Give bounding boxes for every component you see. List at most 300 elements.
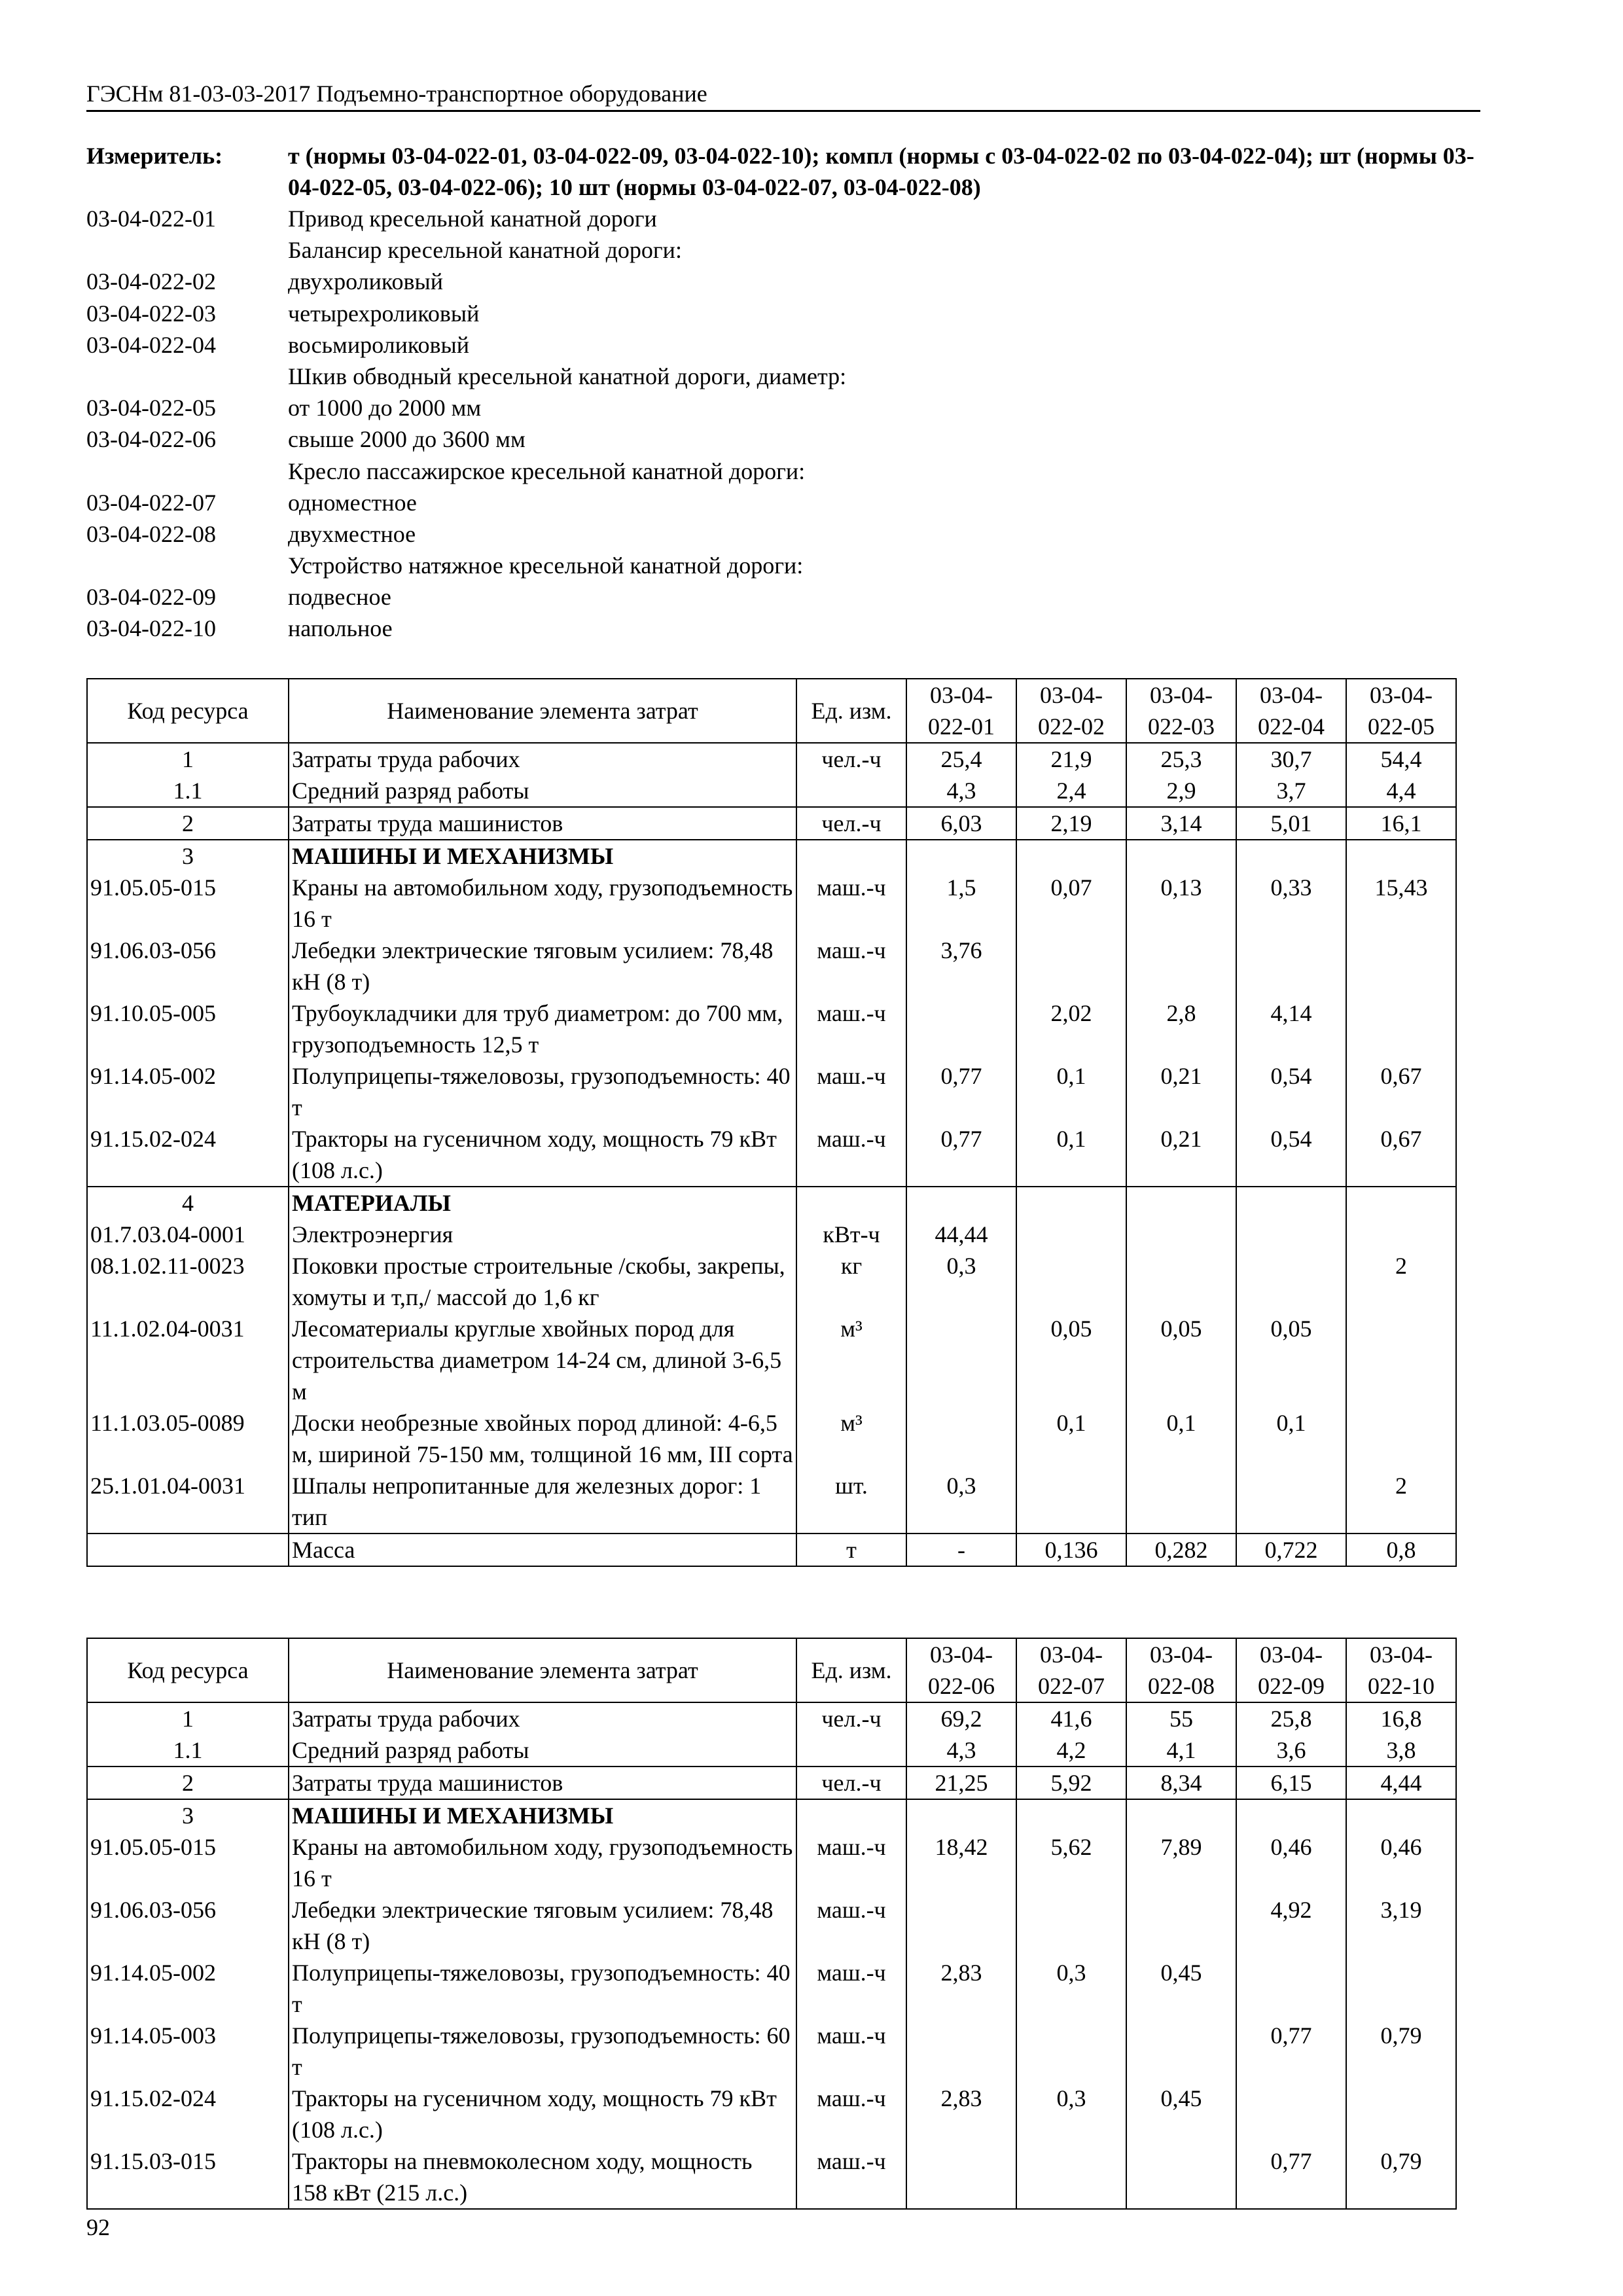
value-cell: 18,42 [906,1831,1016,1894]
resource-code [87,1534,289,1566]
header-norm-code: 03-04-022-04 [1236,679,1346,743]
value-cell: 0,3 [1016,1957,1126,2020]
unit-cell: кВт-ч [796,1219,906,1250]
norm-code: 03-04-022-04 [86,331,216,358]
cost-element-name: Затраты труда рабочих [289,1702,796,1734]
norm-name: одноместное [288,489,417,516]
value-cell: 0,46 [1346,1831,1456,1894]
table-row [87,2083,1456,2145]
header-norm-code: 03-04-022-08 [1126,1638,1236,1702]
value-cell: 0,67 [1346,1123,1456,1187]
norm-code [86,550,288,581]
value-cell [906,840,1016,872]
value-cell [1236,1799,1346,1831]
header-name: Наименование элемента затрат [289,679,796,743]
value-cell [906,997,1016,1060]
cost-element-name: Затраты труда машинистов [289,807,796,840]
value-cell: 0,77 [906,1060,1016,1123]
value-cell [906,1187,1016,1219]
unit-cell: чел.-ч [796,1767,906,1799]
unit-cell: маш.-ч [796,2020,906,2083]
norm-name: двухместное [288,520,416,547]
norm-name: подвесное [288,584,391,611]
value-cell: 0,136 [1016,1534,1126,1566]
resource-code: 91.10.05-005 [87,997,289,1060]
value-cell: 4,14 [1236,997,1346,1060]
value-cell [1346,997,1456,1060]
cost-element-name: Лебедки электрические тяговым усилием: 78,48 кН (8 т) [289,935,796,997]
value-cell: 2 [1346,1250,1456,1313]
table-row [87,935,1456,997]
cost-element-name: Затраты труда рабочих [289,743,796,775]
value-cell: 0,54 [1236,1123,1346,1187]
value-cell: 0,21 [1126,1123,1236,1187]
value-cell: 15,43 [1346,872,1456,935]
value-cell [906,1894,1016,1957]
norm-list-item [86,298,1480,329]
value-cell [1126,1470,1236,1534]
value-cell: 0,8 [1346,1534,1456,1566]
value-cell: 3,76 [906,935,1016,997]
cost-element-name: Доски необрезные хвойных пород длиной: 4-6,5 м, шириной 75-150 мм, толщиной 16 мм, III сорта [289,1407,796,1470]
value-cell: 0,33 [1236,872,1346,935]
value-cell: 4,1 [1126,1734,1236,1767]
value-cell: 2,19 [1016,807,1126,840]
unit-cell: маш.-ч [796,1831,906,1894]
table-row [87,1313,1456,1407]
measure-block [86,140,1480,203]
table-row [87,1831,1456,1894]
unit-cell: м³ [796,1313,906,1407]
unit-cell [796,840,906,872]
value-cell [1126,1187,1236,1219]
value-cell [906,1313,1016,1407]
norm-list-item [86,487,1480,518]
unit-cell: маш.-ч [796,1894,906,1957]
resource-code: 91.14.05-002 [87,1957,289,2020]
unit-cell: маш.-ч [796,2083,906,2145]
unit-cell: маш.-ч [796,2145,906,2209]
unit-cell [796,1799,906,1831]
norm-name: Шкив обводный кресельной канатной дороги, диаметр: [288,363,847,389]
value-cell [1236,935,1346,997]
value-cell: 0,21 [1126,1060,1236,1123]
cost-element-name: Масса [289,1534,796,1566]
value-cell: 4,2 [1016,1734,1126,1767]
value-cell: 0,282 [1126,1534,1236,1566]
norm-name: четырехроликовый [288,300,480,327]
resource-code: 01.7.03.04-0001 [87,1219,289,1250]
norm-list-item [86,423,1480,455]
value-cell: 2,02 [1016,997,1126,1060]
value-cell [1126,1894,1236,1957]
section-row [87,840,1456,872]
unit-cell: м³ [796,1407,906,1470]
table-row [87,775,1456,807]
resource-table-2 [86,1638,1457,2210]
cost-element-name: Тракторы на пневмоколесном ходу, мощность 158 кВт (215 л.с.) [289,2145,796,2209]
norm-name: восьмироликовый [288,331,469,358]
value-cell: 8,34 [1126,1767,1236,1799]
norm-code [86,361,288,392]
value-cell [1346,1407,1456,1470]
measure-text: т (нормы 03-04-022-01, 03-04-022-09, 03-04-022-10); компл (нормы с 03-04-022-02 по 03-04-022-04); шт (нормы 03-04-022-05, 03-04-022-06); 10 шт (нормы 03-04-022-07, 03-04-022-08) [288,143,1474,200]
table-row [87,1060,1456,1123]
table-row [87,1702,1456,1734]
header-norm-code: 03-04-022-01 [906,679,1016,743]
resource-code: 2 [87,807,289,840]
value-cell: 21,9 [1016,743,1126,775]
value-cell: 3,7 [1236,775,1346,807]
value-cell [1236,2083,1346,2145]
value-cell: 2,83 [906,1957,1016,2020]
value-cell [1126,1219,1236,1250]
header-code: Код ресурса [87,1638,289,1702]
resource-code: 91.06.03-056 [87,1894,289,1957]
table-row [87,1219,1456,1250]
table-header-row [87,679,1456,743]
value-cell [1126,1250,1236,1313]
resource-code: 2 [87,1767,289,1799]
value-cell [1016,1894,1126,1957]
norm-list-item [86,456,1480,487]
value-cell: 2,9 [1126,775,1236,807]
value-cell: 6,03 [906,807,1016,840]
value-cell: 1,5 [906,872,1016,935]
value-cell: 3,14 [1126,807,1236,840]
norm-code: 03-04-022-02 [86,268,216,295]
value-cell: 16,8 [1346,1702,1456,1734]
cost-element-name: МАШИНЫ И МЕХАНИЗМЫ [289,1799,796,1831]
measure-label: Измеритель: [86,143,223,169]
value-cell [1346,1219,1456,1250]
value-cell: 0,1 [1126,1407,1236,1470]
unit-cell: кг [796,1250,906,1313]
value-cell: 0,3 [1016,2083,1126,2145]
cost-element-name: МАШИНЫ И МЕХАНИЗМЫ [289,840,796,872]
value-cell: 0,77 [1236,2020,1346,2083]
value-cell [1236,1187,1346,1219]
norm-list-item [86,266,1480,297]
resource-code: 3 [87,840,289,872]
value-cell: 2,8 [1126,997,1236,1060]
norm-name: Привод кресельной канатной дороги [288,206,657,232]
value-cell: 0,05 [1016,1313,1126,1407]
norm-name: свыше 2000 до 3600 мм [288,426,526,453]
cost-element-name: Лесоматериалы круглые хвойных пород для строительства диаметром 14-24 см, длиной 3-6,5 м [289,1313,796,1407]
cost-element-name: Тракторы на гусеничном ходу, мощность 79 кВт (108 л.с.) [289,2083,796,2145]
value-cell [1346,1313,1456,1407]
resource-code: 91.15.03-015 [87,2145,289,2209]
resource-code: 08.1.02.11-0023 [87,1250,289,1313]
resource-code: 91.15.02-024 [87,2083,289,2145]
value-cell: 55 [1126,1702,1236,1734]
value-cell: 2 [1346,1470,1456,1534]
value-cell: 25,8 [1236,1702,1346,1734]
header-norm-code: 03-04-022-09 [1236,1638,1346,1702]
value-cell [1346,2083,1456,2145]
value-cell [1236,1957,1346,2020]
cost-element-name: Лебедки электрические тяговым усилием: 78,48 кН (8 т) [289,1894,796,1957]
value-cell [1346,935,1456,997]
unit-cell: шт. [796,1470,906,1534]
value-cell [1016,2145,1126,2209]
norm-list-item [86,550,1480,581]
norm-list-item [86,361,1480,392]
value-cell: 0,1 [1236,1407,1346,1470]
table-row [87,872,1456,935]
norm-name: Кресло пассажирское кресельной канатной дороги: [288,457,806,484]
resource-code: 25.1.01.04-0031 [87,1470,289,1534]
value-cell: 30,7 [1236,743,1346,775]
norm-name: двухроликовый [288,268,443,295]
value-cell: 0,79 [1346,2145,1456,2209]
value-cell: 41,6 [1016,1702,1126,1734]
norm-list-item [86,581,1480,613]
value-cell: 25,4 [906,743,1016,775]
unit-cell: чел.-ч [796,743,906,775]
unit-cell: чел.-ч [796,1702,906,1734]
cost-element-name: Трубоукладчики для труб диаметром: до 700 мм, грузоподъемность 12,5 т [289,997,796,1060]
table-row [87,2145,1456,2209]
cost-element-name: Электроэнергия [289,1219,796,1250]
value-cell: 0,46 [1236,1831,1346,1894]
value-cell: 4,92 [1236,1894,1346,1957]
value-cell: 2,83 [906,2083,1016,2145]
value-cell [1016,1799,1126,1831]
value-cell: 16,1 [1346,807,1456,840]
section-row [87,1187,1456,1219]
cost-element-name: Средний разряд работы [289,1734,796,1767]
resource-code: 1.1 [87,1734,289,1767]
norm-list-item [86,392,1480,423]
value-cell: 6,15 [1236,1767,1346,1799]
header-norm-code: 03-04-022-07 [1016,1638,1126,1702]
table-row [87,1407,1456,1470]
value-cell: 0,1 [1016,1123,1126,1187]
value-cell: 44,44 [906,1219,1016,1250]
value-cell [1126,2020,1236,2083]
cost-element-name: Полуприцепы-тяжеловозы, грузоподъемность: 40 т [289,1060,796,1123]
value-cell: 0,13 [1126,872,1236,935]
unit-cell: маш.-ч [796,1957,906,2020]
value-cell [1236,1219,1346,1250]
value-cell [1346,1799,1456,1831]
value-cell [1016,1250,1126,1313]
cost-element-name: Шпалы непропитанные для железных дорог: 1 тип [289,1470,796,1534]
norm-code [86,234,288,266]
cost-element-name: Тракторы на гусеничном ходу, мощность 79 кВт (108 л.с.) [289,1123,796,1187]
cost-element-name: Средний разряд работы [289,775,796,807]
cost-element-name: Краны на автомобильном ходу, грузоподъемность 16 т [289,1831,796,1894]
value-cell: 0,67 [1346,1060,1456,1123]
header-norm-code: 03-04-022-06 [906,1638,1016,1702]
value-cell [1016,1187,1126,1219]
value-cell [1346,1957,1456,2020]
value-cell: 0,1 [1016,1060,1126,1123]
unit-cell: маш.-ч [796,1060,906,1123]
resource-table-1 [86,678,1457,1567]
resource-code: 3 [87,1799,289,1831]
value-cell [906,2020,1016,2083]
norm-name: Устройство натяжное кресельной канатной дороги: [288,552,804,579]
value-cell: 0,45 [1126,2083,1236,2145]
page-header: ГЭСНм 81-03-03-2017 Подъемно-транспортное оборудование [86,80,1480,112]
value-cell [1346,1187,1456,1219]
norm-code: 03-04-022-09 [86,584,216,611]
section-row [87,1799,1456,1831]
page-number: 92 [86,2214,110,2240]
cost-element-name: Полуприцепы-тяжеловозы, грузоподъемность: 60 т [289,2020,796,2083]
table-row [87,1957,1456,2020]
unit-cell: чел.-ч [796,807,906,840]
table-row [87,807,1456,840]
norm-list-item [86,203,1480,234]
header-norm-code: 03-04-022-02 [1016,679,1126,743]
norm-code [86,456,288,487]
value-cell: 0,79 [1346,2020,1456,2083]
value-cell: 0,05 [1126,1313,1236,1407]
header-norm-code: 03-04-022-03 [1126,679,1236,743]
value-cell: 2,4 [1016,775,1126,807]
unit-cell [796,775,906,807]
value-cell [1016,1219,1126,1250]
resource-code: 11.1.02.04-0031 [87,1313,289,1407]
resource-code: 1 [87,743,289,775]
header-norm-code: 03-04-022-10 [1346,1638,1456,1702]
table-row [87,1250,1456,1313]
value-cell [1126,935,1236,997]
value-cell [1126,2145,1236,2209]
resource-code: 91.14.05-002 [87,1060,289,1123]
value-cell: 4,3 [906,775,1016,807]
value-cell [1236,1250,1346,1313]
value-cell [1236,840,1346,872]
cost-element-name: Поковки простые строительные /скобы, закрепы, хомуты и т,п,/ массой до 1,6 кг [289,1250,796,1313]
value-cell: 54,4 [1346,743,1456,775]
value-cell: 3,8 [1346,1734,1456,1767]
value-cell [1126,1799,1236,1831]
norm-code: 03-04-022-05 [86,395,216,422]
unit-cell [796,1187,906,1219]
value-cell: 4,44 [1346,1767,1456,1799]
value-cell: 25,3 [1126,743,1236,775]
value-cell: 0,07 [1016,872,1126,935]
unit-cell: маш.-ч [796,1123,906,1187]
table-row [87,1767,1456,1799]
value-cell: 5,92 [1016,1767,1126,1799]
resource-code: 11.1.03.05-0089 [87,1407,289,1470]
value-cell: 3,19 [1346,1894,1456,1957]
resource-code: 1.1 [87,775,289,807]
value-cell: 0,3 [906,1470,1016,1534]
norm-name: от 1000 до 2000 мм [288,395,482,422]
resource-code: 91.14.05-003 [87,2020,289,2083]
value-cell: 7,89 [1126,1831,1236,1894]
value-cell: 21,25 [906,1767,1016,1799]
table-row [87,1894,1456,1957]
unit-cell: маш.-ч [796,935,906,997]
value-cell: 0,54 [1236,1060,1346,1123]
header-name: Наименование элемента затрат [289,1638,796,1702]
resource-code: 4 [87,1187,289,1219]
value-cell [1126,840,1236,872]
resource-code: 91.15.02-024 [87,1123,289,1187]
norm-code: 03-04-022-07 [86,489,216,516]
header-unit: Ед. изм. [796,1638,906,1702]
table-row [87,1734,1456,1767]
norm-code: 03-04-022-08 [86,520,216,547]
norm-list-item [86,518,1480,550]
value-cell [906,1799,1016,1831]
cost-element-name: Полуприцепы-тяжеловозы, грузоподъемность: 40 т [289,1957,796,2020]
value-cell: 5,62 [1016,1831,1126,1894]
value-cell: 0,3 [906,1250,1016,1313]
norm-list-item [86,234,1480,266]
table-row [87,1534,1456,1566]
header-code: Код ресурса [87,679,289,743]
norm-code: 03-04-022-01 [86,206,216,232]
cost-element-name: МАТЕРИАЛЫ [289,1187,796,1219]
value-cell: 4,4 [1346,775,1456,807]
norm-name: Балансир кресельной канатной дороги: [288,237,682,264]
norm-code: 03-04-022-06 [86,426,216,453]
unit-cell: маш.-ч [796,997,906,1060]
value-cell [1236,1470,1346,1534]
value-cell [1346,840,1456,872]
value-cell: 0,77 [1236,2145,1346,2209]
unit-cell: т [796,1534,906,1566]
norm-list [86,203,1480,645]
norm-code: 03-04-022-03 [86,300,216,327]
resource-code: 1 [87,1702,289,1734]
value-cell [1016,840,1126,872]
value-cell: 0,05 [1236,1313,1346,1407]
header-norm-code: 03-04-022-05 [1346,679,1456,743]
value-cell: 0,45 [1126,1957,1236,2020]
norm-list-item [86,329,1480,361]
value-cell: 0,77 [906,1123,1016,1187]
value-cell: 69,2 [906,1702,1016,1734]
unit-cell [796,1734,906,1767]
value-cell: 0,1 [1016,1407,1126,1470]
cost-element-name: Краны на автомобильном ходу, грузоподъемность 16 т [289,872,796,935]
resource-code: 91.06.03-056 [87,935,289,997]
resource-code: 91.05.05-015 [87,1831,289,1894]
table-row [87,2020,1456,2083]
value-cell [906,2145,1016,2209]
value-cell: 5,01 [1236,807,1346,840]
header-unit: Ед. изм. [796,679,906,743]
value-cell [1016,1470,1126,1534]
value-cell [1016,935,1126,997]
cost-element-name: Затраты труда машинистов [289,1767,796,1799]
value-cell: 4,3 [906,1734,1016,1767]
norm-list-item [86,613,1480,644]
value-cell: 0,722 [1236,1534,1346,1566]
table-row [87,1123,1456,1187]
table-row [87,743,1456,775]
norm-name: напольное [288,615,393,642]
table-row [87,997,1456,1060]
value-cell [906,1407,1016,1470]
table-row [87,1470,1456,1534]
norm-code: 03-04-022-10 [86,615,216,642]
unit-cell: маш.-ч [796,872,906,935]
resource-code: 91.05.05-015 [87,872,289,935]
value-cell [1016,2020,1126,2083]
table-header-row [87,1638,1456,1702]
